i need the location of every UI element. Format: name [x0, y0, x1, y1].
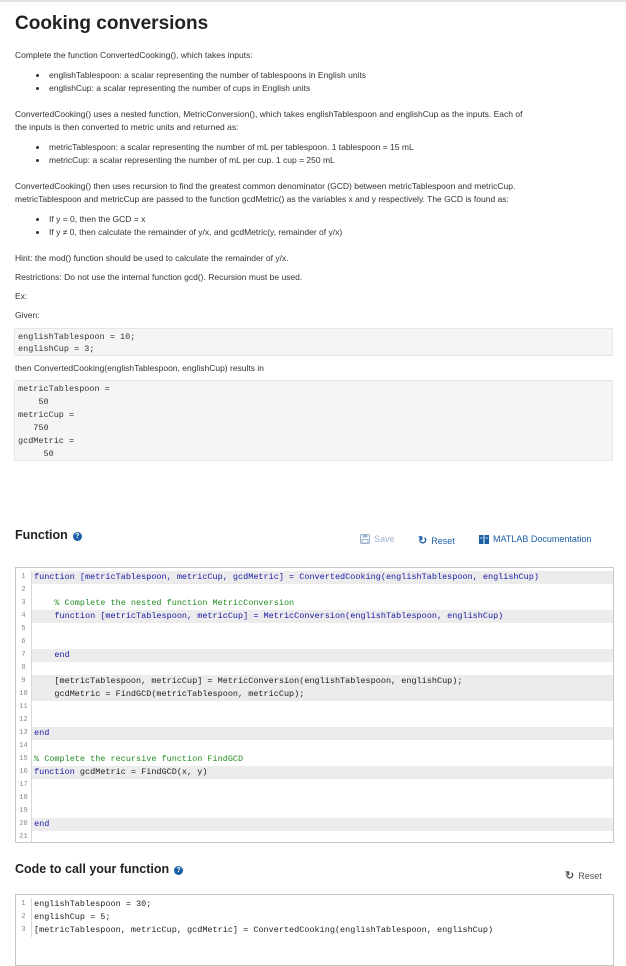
line-number: 17	[16, 779, 32, 792]
line-number: 2	[16, 584, 32, 597]
fn-signature: gcdMetric = FindGCD(x, y)	[74, 767, 208, 777]
ex-label: Ex:	[15, 291, 28, 301]
paragraph-line: ConvertedCooking() uses a nested function, MetricConversion(), which takes englishTablespoon and englishCup as the inputs. Each of	[15, 109, 523, 119]
list-item: If y ≠ 0, then calculate the remainder of y/x, and gcdMetric(y, remainder of y/x)	[49, 227, 343, 237]
line-number: 2	[16, 911, 32, 924]
editor-line[interactable]	[16, 610, 613, 623]
function-title-text: Function	[15, 528, 68, 542]
line-number: 11	[16, 701, 32, 714]
code-line: englishTablespoon = 10;	[18, 332, 136, 342]
editor-line[interactable]	[16, 701, 613, 714]
paragraph-line: ConvertedCooking() then uses recursion to find the greatest common denominator (GCD) between metricTablespoon and metricCup.	[15, 181, 516, 191]
editor-line[interactable]	[16, 911, 613, 924]
code-line: metricCup =	[18, 410, 75, 420]
line-number: 14	[16, 740, 32, 753]
top-divider	[0, 0, 626, 2]
reset-icon: ↻	[565, 870, 575, 882]
call-reset-button[interactable]	[565, 869, 602, 882]
code-text: englishTablespoon = 30;	[34, 899, 152, 909]
line-number: 20	[16, 818, 32, 831]
line-number: 4	[16, 610, 32, 623]
code-line: 50	[18, 397, 49, 407]
reset-icon: ↻	[418, 535, 428, 547]
line-number: 3	[16, 924, 32, 937]
function-section-title	[15, 528, 82, 542]
code-text	[34, 766, 207, 779]
save-label: Save	[374, 534, 395, 544]
editor-line[interactable]	[16, 636, 613, 649]
code-line: metricTablespoon =	[18, 384, 110, 394]
line-number: 18	[16, 792, 32, 805]
editor-line[interactable]	[16, 597, 613, 610]
matlab-documentation-link[interactable]	[479, 534, 591, 544]
code-text: [metricTablespoon, metricCup, gcdMetric] = ConvertedCooking(englishTablespoon, englishCup)	[34, 925, 494, 935]
list-item: englishTablespoon: a scalar representing the number of tablespoons in English units	[49, 70, 367, 80]
editor-line[interactable]	[16, 753, 613, 766]
docs-label: MATLAB Documentation	[493, 534, 592, 544]
line-number: 12	[16, 714, 32, 727]
list-item: metricTablespoon: a scalar representing the number of mL per tablespoon. 1 tablespoon = 15 mL	[49, 142, 414, 152]
editor-line[interactable]	[16, 924, 613, 937]
editor-line[interactable]	[16, 766, 613, 779]
line-number: 15	[16, 753, 32, 766]
line-number: 9	[16, 675, 32, 688]
editor-line[interactable]	[16, 714, 613, 727]
function-code-editor[interactable]	[15, 567, 614, 843]
code-line: gcdMetric =	[18, 436, 75, 446]
code-line: 750	[18, 423, 49, 433]
call-section-title	[15, 862, 183, 876]
call-title-text: Code to call your function	[15, 862, 170, 876]
code-text: end	[34, 819, 50, 829]
matlab-docs-icon	[479, 535, 489, 544]
line-number: 21	[16, 831, 32, 843]
editor-line[interactable]	[16, 740, 613, 753]
editor-line[interactable]	[16, 571, 613, 584]
then-text: then ConvertedCooking(englishTablespoon, englishCup) results in	[15, 363, 265, 373]
paragraph-line: metricTablespoon and metricCup are passed to the function gcdMetric() as the variables x and y respectively. The GCD is found as:	[15, 194, 509, 204]
list-item: metricCup: a scalar representing the number of mL per cup. 1 cup = 250 mL	[49, 155, 335, 165]
list-item: If y = 0, then the GCD = x	[49, 214, 146, 224]
line-number: 8	[16, 662, 32, 675]
line-number: 7	[16, 649, 32, 662]
editor-line[interactable]	[16, 623, 613, 636]
reset-label: Reset	[578, 870, 602, 881]
line-number: 6	[16, 636, 32, 649]
paragraph-line: the inputs is then converted to metric units and returned as:	[15, 122, 239, 132]
code-text: [metricTablespoon, metricCup] = MetricConversion(englishTablespoon, englishCup);	[34, 676, 463, 686]
code-text: end	[34, 650, 70, 660]
line-number: 13	[16, 727, 32, 740]
line-number: 3	[16, 597, 32, 610]
code-text: % Complete the nested function MetricConversion	[34, 598, 295, 608]
line-number: 19	[16, 805, 32, 818]
save-icon	[360, 534, 370, 544]
restrictions-text: Restrictions: Do not use the internal function gcd(). Recursion must be used.	[15, 272, 303, 282]
code-line: 50	[18, 449, 54, 459]
editor-line[interactable]	[16, 688, 613, 701]
given-label: Given:	[15, 310, 40, 320]
page-title: Cooking conversions	[15, 13, 209, 34]
code-text: gcdMetric = FindGCD(metricTablespoon, metricCup);	[34, 689, 305, 699]
reset-button[interactable]	[418, 534, 455, 547]
hint-text: Hint: the mod() function should be used to calculate the remainder of y/x.	[15, 253, 289, 263]
editor-line[interactable]	[16, 584, 613, 597]
line-number: 5	[16, 623, 32, 636]
code-text: function [metricTablespoon, metricCup, gcdMetric] = ConvertedCooking(englishTablespoon, englishCup)	[34, 572, 539, 582]
code-text: end	[34, 728, 50, 738]
line-number: 10	[16, 688, 32, 701]
code-text: % Complete the recursive function FindGCD	[34, 754, 244, 764]
list-item: englishCup: a scalar representing the number of cups in English units	[49, 83, 311, 93]
editor-line[interactable]	[16, 727, 613, 740]
editor-line[interactable]	[16, 805, 613, 818]
editor-line[interactable]	[16, 662, 613, 675]
editor-line[interactable]	[16, 649, 613, 662]
line-number: 16	[16, 766, 32, 779]
reset-label: Reset	[431, 535, 455, 546]
editor-line[interactable]	[16, 779, 613, 792]
editor-line[interactable]	[16, 675, 613, 688]
call-code-editor[interactable]	[15, 894, 614, 966]
intro-text: Complete the function ConvertedCooking(), which takes inputs:	[15, 50, 253, 60]
save-button[interactable]	[360, 534, 395, 544]
editor-line[interactable]	[16, 792, 613, 805]
help-icon[interactable]: ?	[73, 532, 82, 541]
editor-line[interactable]	[16, 898, 613, 911]
code-text: function [metricTablespoon, metricCup] = MetricConversion(englishTablespoon, englishCup)	[34, 611, 504, 621]
editor-line[interactable]	[16, 831, 613, 843]
result-code-block	[14, 380, 613, 461]
line-number: 1	[16, 898, 32, 911]
editor-line[interactable]	[16, 818, 613, 831]
code-line: englishCup = 3;	[18, 344, 95, 354]
help-icon[interactable]: ?	[174, 866, 183, 875]
given-code-block	[14, 328, 613, 356]
line-number: 1	[16, 571, 32, 584]
keyword-function: function	[34, 767, 75, 777]
code-text: englishCup = 5;	[34, 912, 111, 922]
